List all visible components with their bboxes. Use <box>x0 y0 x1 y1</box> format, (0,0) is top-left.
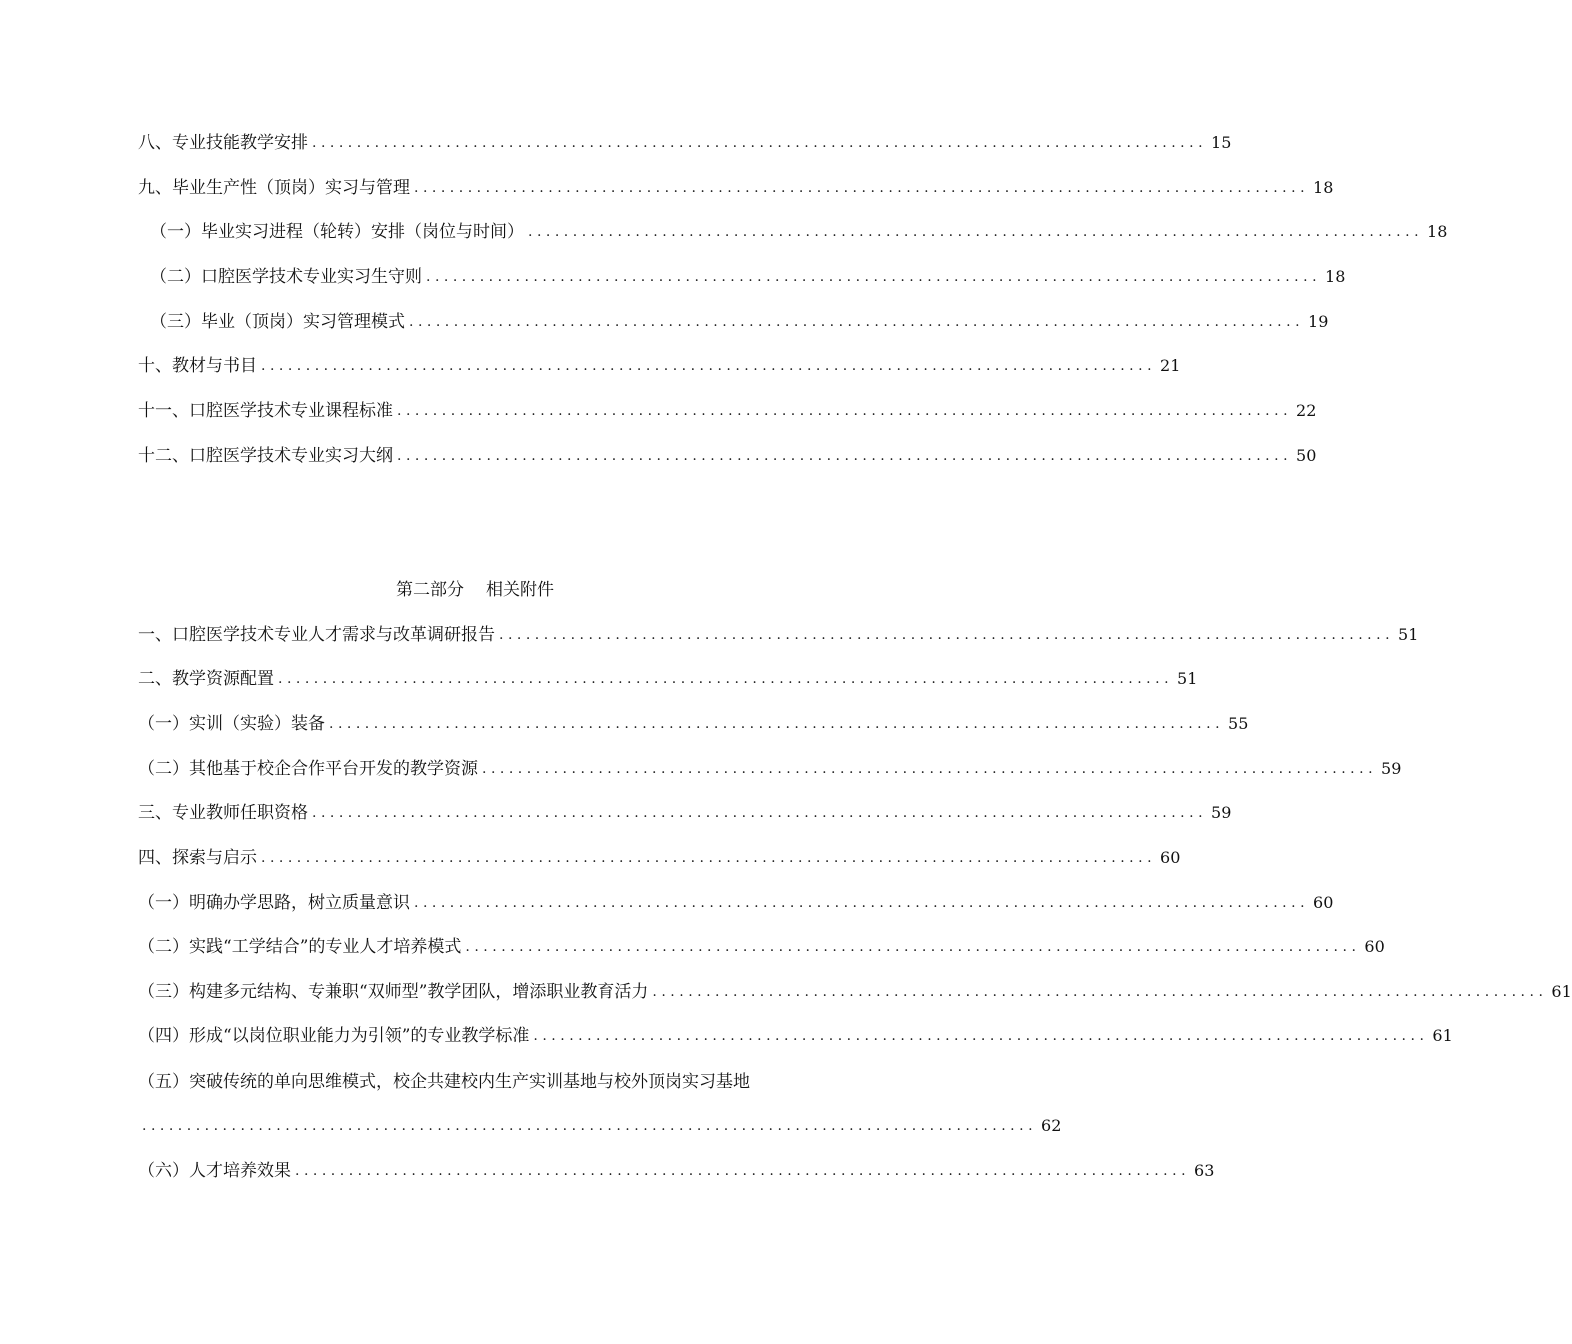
dot-leader: .................................................................................................... <box>295 1163 1191 1179</box>
toc-entry-page: 50 <box>1296 446 1317 465</box>
dot-leader: .................................................................................................... <box>499 627 1395 643</box>
toc-entry-label: （一）实训（实验）装备 <box>138 714 325 734</box>
toc-entry-label: 八、专业技能教学安排 <box>138 133 308 153</box>
toc-entry-label: 九、毕业生产性（顶岗）实习与管理 <box>138 178 410 198</box>
toc-entry[interactable] <box>150 308 1329 336</box>
toc-entry-page: 60 <box>1160 848 1181 867</box>
toc-entry-label: 十一、口腔医学技术专业课程标准 <box>138 401 393 421</box>
dot-leader: .................................................................................................... <box>482 761 1378 777</box>
toc-entry[interactable] <box>138 665 1198 693</box>
toc-entry[interactable] <box>138 621 1419 649</box>
toc-entry-label: 一、口腔医学技术专业人才需求与改革调研报告 <box>138 625 495 645</box>
toc-entry[interactable] <box>150 263 1346 291</box>
toc-entry-page: 22 <box>1296 401 1317 420</box>
toc-entry[interactable] <box>138 352 1181 380</box>
dot-leader: .................................................................................................... <box>533 1028 1429 1044</box>
toc-entry-page: 60 <box>1313 893 1334 912</box>
toc-entry-page: 21 <box>1160 356 1181 375</box>
toc-entry[interactable] <box>138 174 1334 202</box>
dot-leader: .................................................................................................... <box>528 224 1424 240</box>
dot-leader: .................................................................................................... <box>409 314 1305 330</box>
toc-entry-label: （一）毕业实习进程（轮转）安排（岗位与时间） <box>150 222 524 242</box>
toc-entry-page: 61 <box>1551 982 1572 1001</box>
toc-entry-label: 三、专业教师任职资格 <box>138 803 308 823</box>
toc-entry-page: 59 <box>1381 759 1402 778</box>
toc-entry-label: （二）口腔医学技术专业实习生守则 <box>150 267 422 287</box>
toc-entry-label: 四、探索与启示 <box>138 848 257 868</box>
toc-entry-page: 18 <box>1325 267 1346 286</box>
dot-leader: .................................................................................................... <box>261 850 1157 866</box>
toc-entry-label: （四）形成“以岗位职业能力为引领”的专业教学标准 <box>138 1026 530 1046</box>
toc-entry-label: （二）实践“工学结合”的专业人才培养模式 <box>138 937 462 957</box>
dot-leader: .................................................................................................... <box>397 403 1293 419</box>
toc-entry-page: 55 <box>1228 714 1249 733</box>
toc-entry[interactable] <box>138 710 1249 738</box>
dot-leader: .................................................................................................... <box>261 358 1157 374</box>
dot-leader: .................................................................................................... <box>312 135 1208 151</box>
toc-entry-page: 59 <box>1211 803 1232 822</box>
toc-entry[interactable] <box>138 889 1334 917</box>
toc-entry-first-line <box>138 1068 828 1096</box>
toc-entry[interactable] <box>138 933 1385 961</box>
dot-leader: .................................................................................................... <box>312 805 1208 821</box>
toc-entry-page: 19 <box>1308 312 1329 331</box>
toc-entry-label: （六）人才培养效果 <box>138 1161 291 1181</box>
toc-entry-page: 51 <box>1398 625 1419 644</box>
toc-entry-label: （二）其他基于校企合作平台开发的教学资源 <box>138 759 478 779</box>
toc-entry-page: 61 <box>1432 1026 1453 1045</box>
dot-leader: .................................................................................................... <box>414 895 1310 911</box>
toc-entry[interactable] <box>138 978 1572 1006</box>
toc-entry-label: （一）明确办学思路，树立质量意识 <box>138 893 410 913</box>
toc-entry-label: 十、教材与书目 <box>138 356 257 376</box>
section-heading <box>0 576 950 604</box>
toc-entry-label: 二、教学资源配置 <box>138 669 274 689</box>
toc-entry[interactable] <box>138 1022 1453 1050</box>
toc-entry-page: 15 <box>1211 133 1232 152</box>
section-heading-name: 相关附件 <box>486 580 554 600</box>
toc-entry[interactable] <box>138 799 1232 827</box>
dot-leader: .................................................................................................... <box>397 448 1293 464</box>
toc-entry-label: （三）构建多元结构、专兼职“双师型”教学团队，增添职业教育活力 <box>138 982 649 1002</box>
toc-entry-page: 63 <box>1194 1161 1215 1180</box>
dot-leader: .................................................................................................... <box>414 180 1310 196</box>
toc-entry[interactable] <box>138 844 1181 872</box>
dot-leader: .................................................................................................... <box>426 269 1322 285</box>
dot-leader: .................................................................................................... <box>329 716 1225 732</box>
section-heading-part: 第二部分 <box>396 580 464 600</box>
toc-entry-label: （五）突破传统的单向思维模式，校企共建校内生产实训基地与校外顶岗实习基地 <box>138 1072 750 1092</box>
toc-entry[interactable] <box>138 129 1232 157</box>
toc-entry-page: 51 <box>1177 669 1198 688</box>
toc-entry[interactable] <box>138 397 1317 425</box>
toc-entry[interactable] <box>138 755 1402 783</box>
dot-leader: .................................................................................................... <box>465 939 1361 955</box>
toc-entry-label: （三）毕业（顶岗）实习管理模式 <box>150 312 405 332</box>
toc-entry[interactable] <box>150 218 1448 246</box>
dot-leader: .................................................................................................... <box>142 1118 1038 1134</box>
toc-entry-continuation <box>142 1112 1062 1140</box>
toc-entry[interactable] <box>138 442 1317 470</box>
toc-entry-page: 62 <box>1041 1116 1062 1135</box>
dot-leader: .................................................................................................... <box>652 984 1548 1000</box>
dot-leader: .................................................................................................... <box>278 671 1174 687</box>
toc-entry[interactable] <box>138 1157 1215 1185</box>
toc-entry-label: 十二、口腔医学技术专业实习大纲 <box>138 446 393 466</box>
toc-entry-page: 18 <box>1427 222 1448 241</box>
toc-entry-page: 18 <box>1313 178 1334 197</box>
toc-entry-page: 60 <box>1364 937 1385 956</box>
